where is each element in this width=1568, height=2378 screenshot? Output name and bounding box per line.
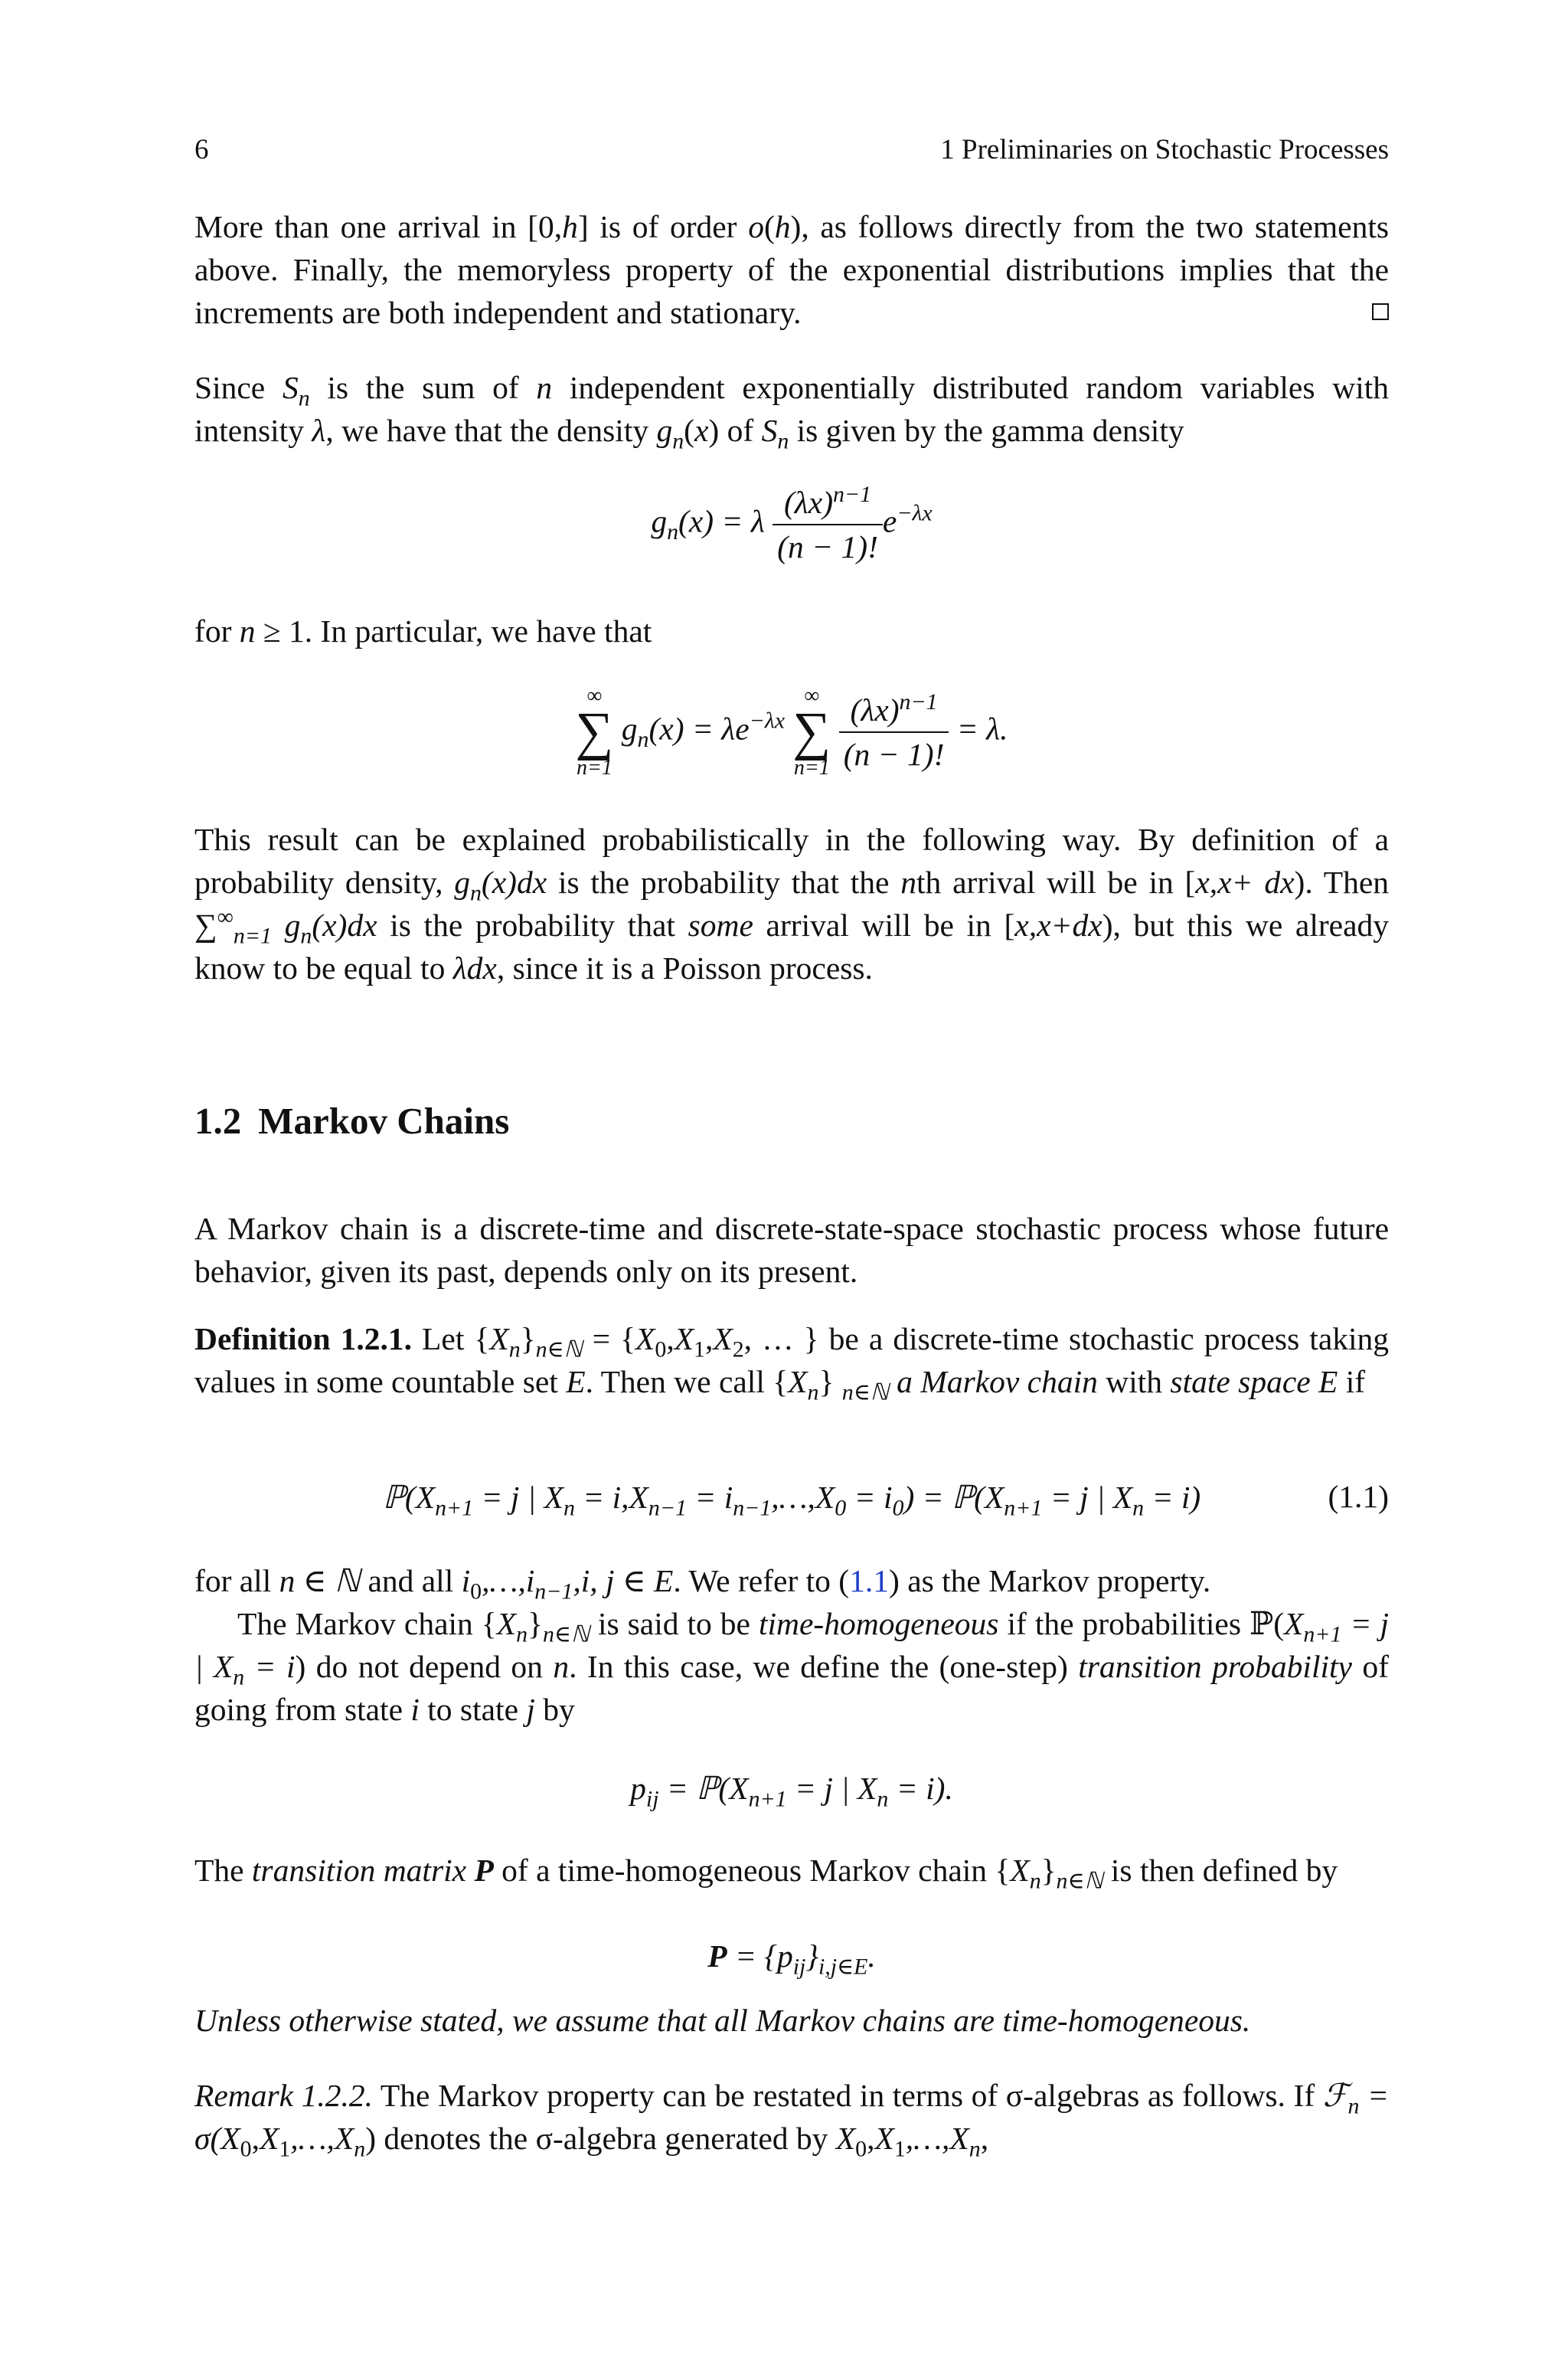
summation: ∞ ∑ n=1 [575,684,614,780]
equation-gamma-density: $g_n(x) = \lambda$ $\frac{(\lambda x)^{n-1}}{(n - 1)!}$ $e^{-\lambda x}$ [194,481,1389,568]
page-number: 6 [194,134,209,165]
paragraph-4: This result can be explained probabilistically in the following way. By definition of a probability density, $g_n(x)dx$ is the probability that the nth arrival will be in [x,x+ dx). Then $\sum^\infty_{n=1}$ $g_n(x)dx$ is the probability that some arrival will be in [x,x+dx), but this we already know to be equal to λdx, since it is a Poisson process. [194,822,1390,986]
equation-sum: ∞ ∑ n=1 $g_n(x) = \lambda e^{-\lambda x}$ ∞ ∑ n=1 $\frac{(\lambda x)^{n-1}}{(n - 1)!}$ = λ. [575,684,1008,780]
paragraph-3: for n ≥ 1. In particular, we have that [194,613,652,649]
fraction: $\frac{(\lambda x)^{n-1}}{(n - 1)!}$ [839,689,949,776]
equation-number: (1.1) [1328,1479,1389,1514]
equation-reference-link[interactable]: 1.1 [849,1563,889,1598]
equation-transition-matrix: $P = \{p_{ij}\}_{i,j\in E}$. [707,1938,876,1980]
paragraph-assumption: Unless otherwise stated, we assume that all Markov chains are time-homogeneous. [194,2003,1251,2038]
paragraph-1: More than one arrival in [0,h] is of order o(h), as follows directly from the two statements above. Finally, the memoryless property of the exponential distributions implies that the increments are both independent and stationary. [194,209,1389,330]
paragraph-5: A Markov chain is a discrete-time and discrete-state-space stochastic process whose future behavior, given its past, depends only on its present. [194,1211,1389,1289]
fraction: $\frac{(\lambda x)^{n-1}}{(n - 1)!}$ [773,481,883,568]
section-heading: 1.2 Markov Chains [194,1100,510,1142]
definition-1-2-1: Definition 1.2.1. Let $\{X_n\}_{n\in ℕ} = \{X_0,X_1,X_2$, … } be a discrete-time stochastic process taking values in some countable set E. Then we call $\{X_n\}$ $_{n\in ℕ}$ a Markov chain with state space E if [194,1321,1390,1405]
equation-markov-property: $ℙ(X_{n+1} = j$ | $X_n = i,X_{n-1}$ = $i_{n-1},\dots,X_0 = i_0$) = $ℙ(X_{n+1} = j$ | $X_n = i$) (1.1) [382,1479,1389,1521]
summation: ∞ ∑ n=1 [792,684,831,780]
paragraph-2: Since $S_n$ is the sum of n independent exponentially distributed random variables with intensity λ, we have that the density $g_n(x)$ of $S_n$ is given by the gamma density [194,370,1390,454]
running-title: 1 Preliminaries on Stochastic Processes [940,134,1389,165]
paragraph-6: for all n ∈ ℕ and all $i_0,\dots,i_{n-1},i$, j ∈ E. We refer to (1.1) as the Markov property. The Markov chain $\{X_n\}_{n\in ℕ}$ is said to be time-homogeneous if the probabilities $ℙ(X_{n+1} = j$ | $X_n = i$) do not depend on n. In this case, we define the (one-step) transition probability of going from state i to state j by [194,1563,1389,1727]
equation-transition-probability: $p_{ij}$ = $ℙ(X_{n+1} = j$ | $X_n = i$). [630,1771,953,1812]
paragraph-8: The transition matrix P of a time-homogeneous Markov chain $\{X_n\}_{n\in ℕ}$ is then defined by [194,1853,1338,1894]
qed-box [1372,303,1389,320]
remark-1-2-2: Remark 1.2.2. The Markov property can be restated in terms of σ-algebras as follows. If ℱ$_n$ = $\sigma(X_0,X_1,\dots,X_n)$ denotes the σ-algebra generated by $X_0,X_1,\dots,X_n$, [194,2078,1389,2162]
